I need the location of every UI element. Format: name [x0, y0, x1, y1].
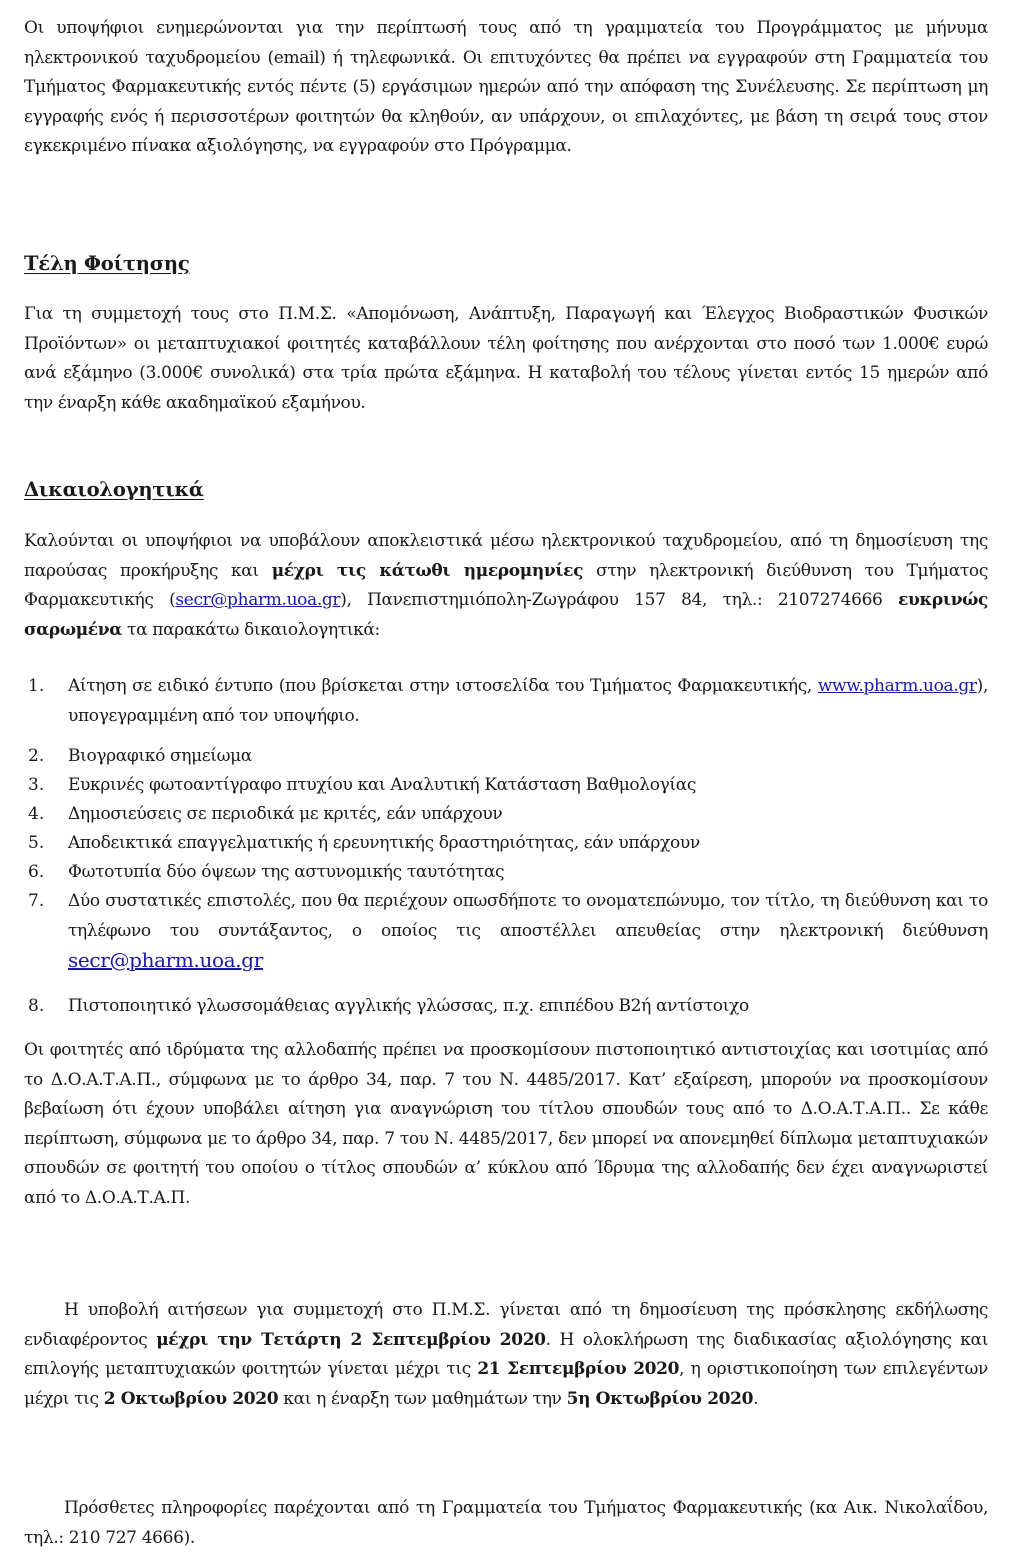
- courses-start-date: 5η Οκτωβρίου 2020: [566, 1388, 754, 1409]
- documents-intro-paragraph: Καλούνται οι υποψήφιοι να υποβάλουν αποκλειστικά μέσω ηλεκτρονικού ταχυδρομείου, από τη δημοσίευση της παρούσας προκήρυξης και μέχρι τις κάτωθι ημερομηνίες στην ηλεκτρονική διεύθυνση του Τμήματος Φαρμακευτικής (secr@pharm.uoa.gr), Πανεπιστημιόπολη-Ζωγράφου 157 84, τηλ.: 2107274666 ευκρινώς σαρωμένα τα παρακάτω δικαιολογητικά:: [24, 531, 988, 640]
- secretariat-email-link[interactable]: secr@pharm.uoa.gr: [175, 590, 341, 610]
- fees-heading: Τέλη Φοίτησης: [24, 252, 190, 275]
- submission-deadline: μέχρι την Τετάρτη 2 Σεπτεμβρίου 2020: [156, 1329, 546, 1350]
- pharm-website-link[interactable]: www.pharm.uoa.gr: [817, 676, 977, 696]
- documents-heading: Δικαιολογητικά: [24, 478, 204, 501]
- contact-paragraph: Πρόσθετες πληροφορίες παρέχονται από τη Γραμματεία του Τμήματος Φαρμακευτικής (κα Αικ. Νικολαΐδου, τηλ.: 210 727 4666).: [24, 1498, 988, 1548]
- document-page: Οι υποψήφιοι ενημερώνονται για την περίπτωσή τους από τη γραμματεία του Προγράμματος με μήνυμα ηλεκτρονικού ταχυδρομείου (email) ή τηλεφωνικά. Οι επιτυχόντες θα πρέπει να εγγραφούν στη Γραμματεία του Τμήματος Φαρμακευτικής εντός πέντε (5) εργάσιμων ημερών από την απόφαση της Συνέλευσης. Σε περίπτωση μη εγγραφής ενός ή περισσοτέρων φοιτητών θα κληθούν, αν υπάρχουν, οι επιλαχόντες, με βάση τη σειρά τους στον εγκεκριμένο πίνακα αξιολόγησης, να εγγραφούν στο Πρόγραμμα. Τέλη Φοίτησης Για τη συμμετοχή τους στο Π.Μ.Σ. «Απομόνωση, Ανάπτυξη, Παραγωγή και Έλεγχος Βιοδραστικών Φυσικών Προϊόντων» οι μεταπτυχιακοί φοιτητές καταβάλλουν τέλη φοίτησης που ανέρχονται στο ποσό των 1.000€ ευρώ ανά εξάμηνο (3.000€ συνολικά) στα τρία πρώτα εξάμηνα. Η καταβολή του τέλους γίνεται εντός 15 ημερών από την έναρξη κάθε ακαδημαϊκού εξαμήνου. Δικαιολογητικά Καλούνται οι υποψήφιοι να υποβάλουν αποκλειστικά μέσω ηλεκτρονικού ταχυδρομείου, από τη δημοσίευση της παρούσας προκήρυξης και μέχρι τις κάτωθι ημερομηνίες στην ηλεκτρονική διεύθυνση του Τμήματος Φαρμακευτικής (secr@pharm.uoa.gr), Πανεπιστημιόπολη-Ζωγράφου 157 84, τηλ.: 2107274666 ευκρινώς σαρωμένα τα παρακάτω δικαιολογητικά: 1. Αίτηση σε ειδικό έντυπο (που βρίσκεται στην ιστοσελίδα του Τμήματος Φαρμακευτικής, www.pharm.uoa.gr), υπογεγραμμένη από τον υποψήφιο. 2. Βιογραφικό σημείωμα 3. Ευκρινές φωτοαντίγραφο πτυχίου και Αναλυτική Κατάσταση Βαθμολογίας 4. Δημοσιεύσεις σε περιοδικά με κριτές, εάν υπάρχουν 5. Αποδεικτικά επαγγελματικής ή ερευνητικής δραστηριότητας, εάν υπάρχουν 6. Φωτοτυπία δύο όψεων της αστυνομικής ταυτότητας 7. Δύο συστατικές επιστολές, που θα περιέχουν οπωσδήποτε το ονοματεπώνυμο, τον τίτλο, τη διεύθυνση και το τηλέφωνο του συντάξαντος, ο οποίος τις αποστέλλει απευθείας στην ηλεκτρονική διεύθυνση secr@pharm.uoa.gr 8. Πιστοποιητικό γλωσσομάθειας αγγλικής γλώσσας, π.χ. επιπέδου Β2ή αντίστοιχο Οι φοιτητές από ιδρύματα της αλλοδαπής πρέπει να προσκομίσουν πιστοποιητικό αντιστοιχίας και ισοτιμίας από το Δ.Ο.Α.Τ.Α.Π., σύμφωνα με το άρθρο 34, παρ. 7 του Ν. 4485/2017. Κατ’ εξαίρεση, μπορούν να προσκομίσουν βεβαίωση ότι έχουν υποβάλει αίτηση για αναγνώριση του τίτλου σπουδών τους από το Δ.Ο.Α.Τ.Α.Π.. Σε κάθε περίπτωση, σύμφωνα με το άρθρο 34, παρ. 7 του Ν. 4485/2017, δεν μπορεί να απονεμηθεί δίπλωμα μεταπτυχιακών σπουδών σε φοιτητή του οποίου ο τίτλος σπουδών α’ κύκλου από Ίδρυμα της αλλοδαπής δεν έχει αναγνωριστεί από το Δ.Ο.Α.Τ.Α.Π. Η υποβολή αιτήσεων για συμμετοχή στο Π.Μ.Σ. γίνεται από τη δημοσίευση της πρόσκλησης εκδήλωσης ενδιαφέροντος μέχρι την Τετάρτη 2 Σεπτεμβρίου 2020. Η ολοκλήρωση της διαδικασίας αξιολόγησης και επιλογής μεταπτυχιακών φοιτητών γίνεται μέχρι τις 21 Σεπτεμβρίου 2020, η οριστικοποίηση των επιλεγέντων μέχρι τις 2 Οκτωβρίου 2020 και η έναρξη των μαθημάτων την 5η Οκτωβρίου 2020. Πρόσθετες πληροφορίες παρέχονται από τη Γραμματεία του Τμήματος Φαρμακευτικής (κα Αικ. Νικολαΐδου, τηλ.: 210 727 4666).: [0, 0, 1020, 1555]
- fees-paragraph: Για τη συμμετοχή τους στο Π.Μ.Σ. «Απομόνωση, Ανάπτυξη, Παραγωγή και Έλεγχος Βιοδραστικών Φυσικών Προϊόντων» οι μεταπτυχιακοί φοιτητές καταβάλλουν τέλη φοίτησης που ανέρχονται στο ποσό των 1.000€ ευρώ ανά εξάμηνο (3.000€ συνολικά) στα τρία πρώτα εξάμηνα. Η καταβολή του τέλους γίνεται εντός 15 ημερών από την έναρξη κάθε ακαδημαϊκού εξαμήνου.: [24, 304, 988, 413]
- finalization-deadline: 2 Οκτωβρίου 2020: [103, 1388, 279, 1409]
- recommendation-email-link[interactable]: secr@pharm.uoa.gr: [68, 948, 263, 972]
- intro-paragraph: Οι υποψήφιοι ενημερώνονται για την περίπτωσή τους από τη γραμματεία του Προγράμματος με μήνυμα ηλεκτρονικού ταχυδρομείου (email) ή τηλεφωνικά. Οι επιτυχόντες θα πρέπει να εγγραφούν στη Γραμματεία του Τμήματος Φαρμακευτικής εντός πέντε (5) εργάσιμων ημερών από την απόφαση της Συνέλευσης. Σε περίπτωση μη εγγραφής ενός ή περισσοτέρων φοιτητών θα κληθούν, αν υπάρχουν, οι επιλαχόντες, με βάση τη σειρά τους στον εγκεκριμένο πίνακα αξιολόγησης, να εγγραφούν στο Πρόγραμμα.: [24, 18, 988, 156]
- deadlines-paragraph: Η υποβολή αιτήσεων για συμμετοχή στο Π.Μ.Σ. γίνεται από τη δημοσίευση της πρόσκλησης εκδήλωσης ενδιαφέροντος μέχρι την Τετάρτη 2 Σεπτεμβρίου 2020. Η ολοκλήρωση της διαδικασίας αξιολόγησης και επιλογής μεταπτυχιακών φοιτητών γίνεται μέχρι τις 21 Σεπτεμβρίου 2020, η οριστικοποίηση των επιλεγέντων μέχρι τις 2 Οκτωβρίου 2020 και η έναρξη των μαθημάτων την 5η Οκτωβρίου 2020.: [24, 1300, 989, 1409]
- evaluation-deadline: 21 Σεπτεμβρίου 2020: [477, 1359, 680, 1379]
- scanned-emphasis: ευκρινώς σαρωμένα: [24, 590, 988, 640]
- foreign-degree-paragraph: Οι φοιτητές από ιδρύματα της αλλοδαπής πρέπει να προσκομίσουν πιστοποιητικό αντιστοιχίας και ισοτιμίας από το Δ.Ο.Α.Τ.Α.Π., σύμφωνα με το άρθρο 34, παρ. 7 του Ν. 4485/2017. Κατ’ εξαίρεση, μπορούν να προσκομίσουν βεβαίωση ότι έχουν υποβάλει αίτηση για αναγνώριση του τίτλου σπουδών τους από το Δ.Ο.Α.Τ.Α.Π.. Σε κάθε περίπτωση, σύμφωνα με το άρθρο 34, παρ. 7 του Ν. 4485/2017, δεν μπορεί να απονεμηθεί δίπλωμα μεταπτυχιακών σπουδών σε φοιτητή του οποίου ο τίτλος σπουδών α’ κύκλου από Ίδρυμα της αλλοδαπής δεν έχει αναγνωριστεί από το Δ.Ο.Α.Τ.Α.Π.: [24, 1040, 988, 1208]
- deadline-emphasis: μέχρι τις κάτωθι ημερομηνίες: [271, 560, 584, 581]
